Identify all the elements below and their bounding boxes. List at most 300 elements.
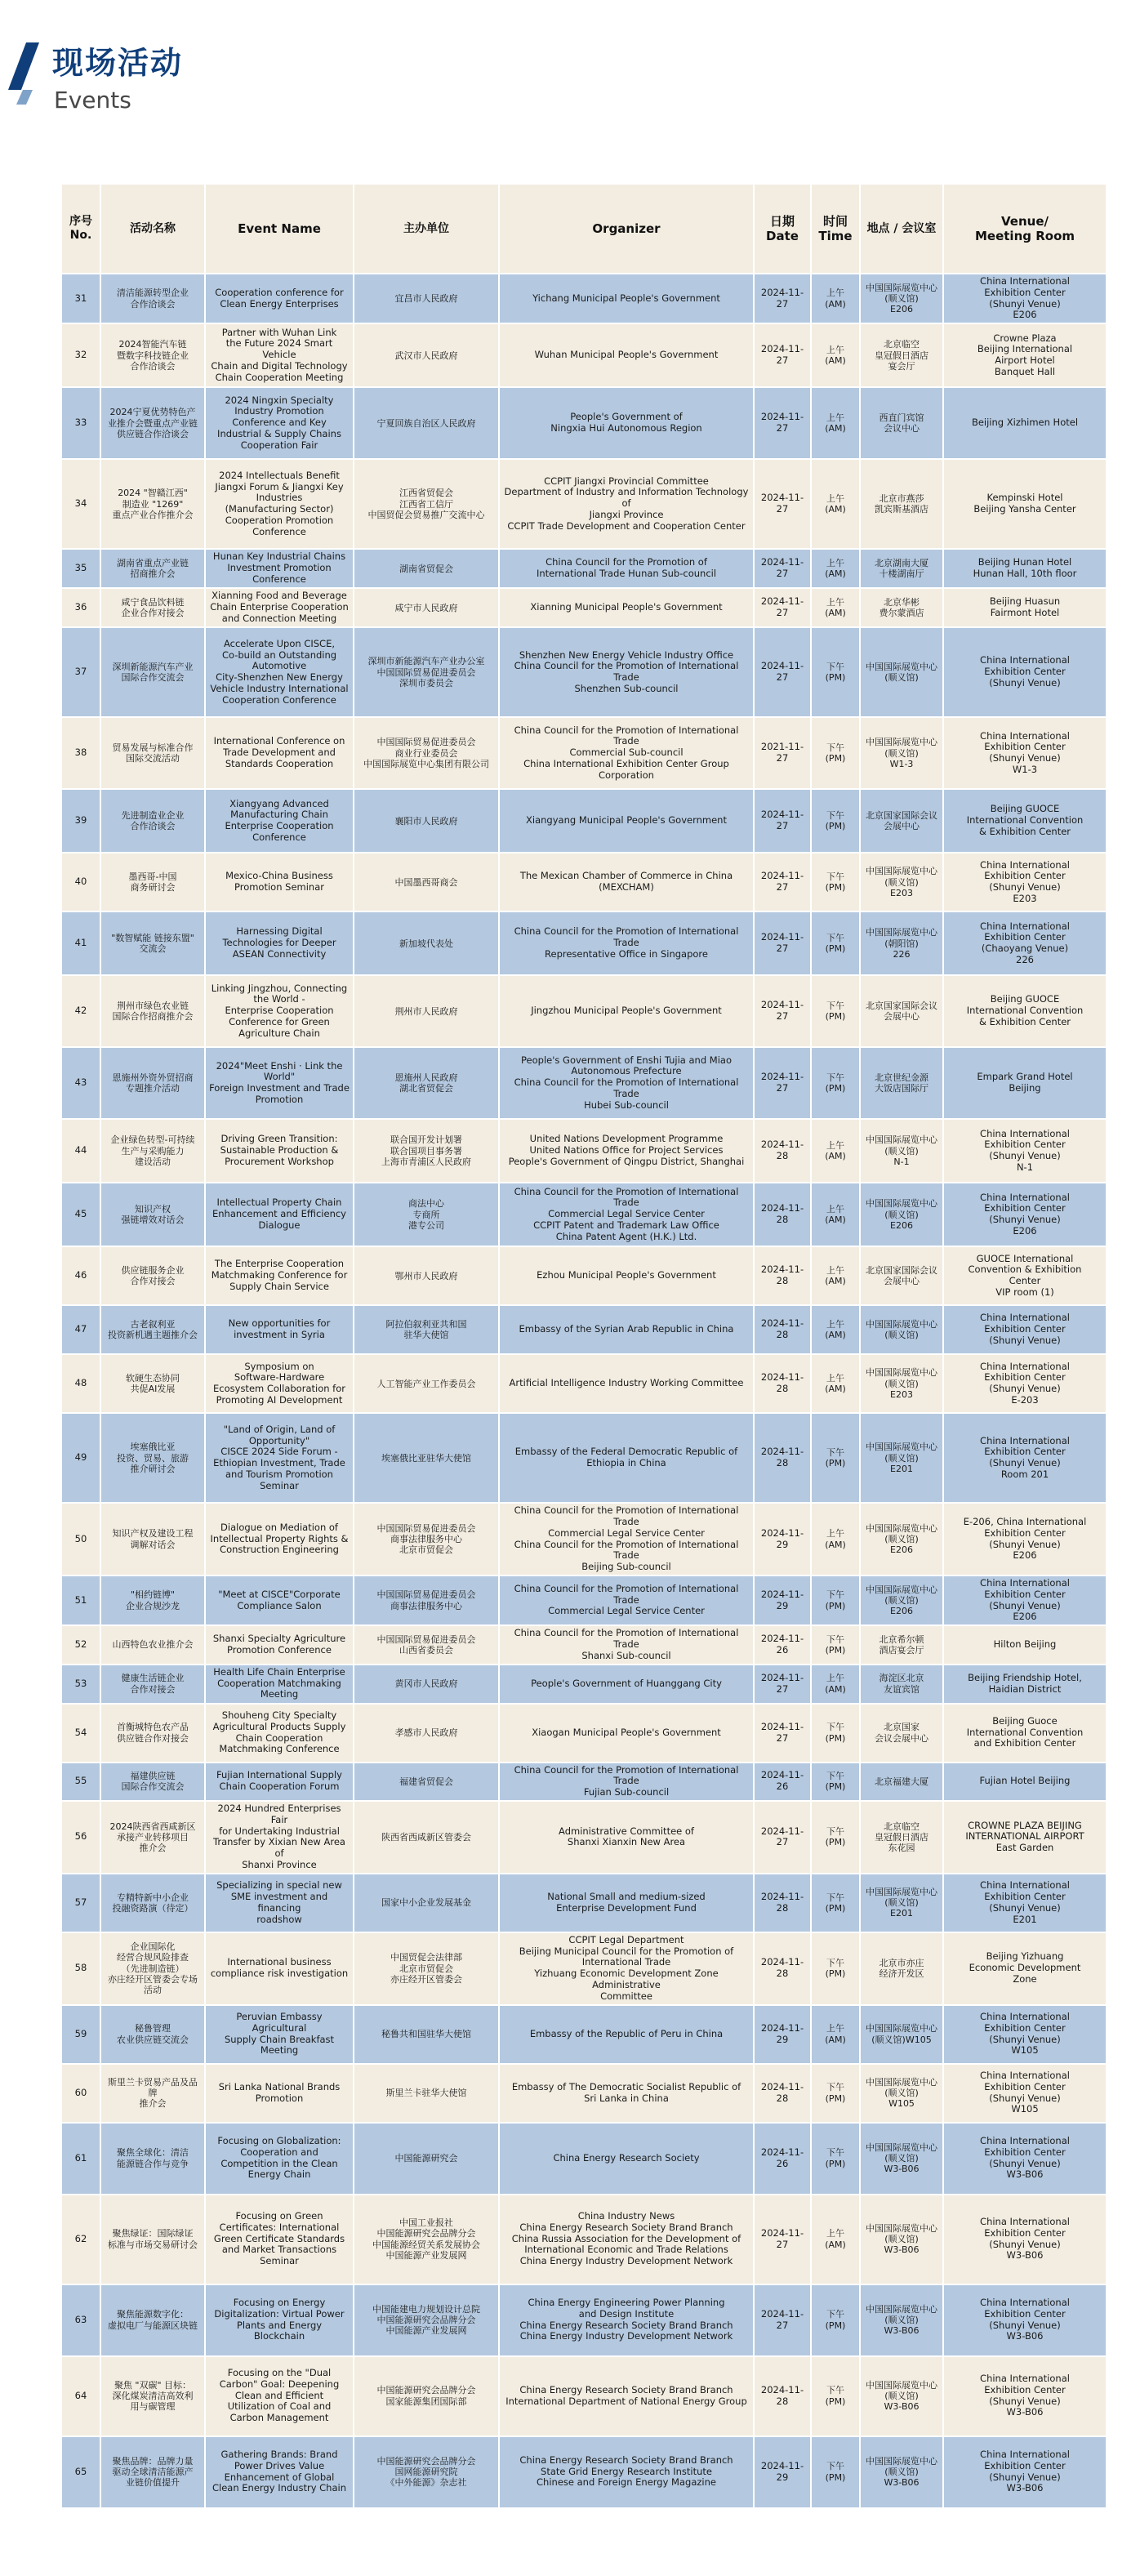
page-title-zh: 现场活动 <box>52 45 184 81</box>
cell-date: 2024-11-28 <box>754 2356 811 2436</box>
table-row <box>61 1047 1107 1119</box>
table-row <box>61 274 1107 323</box>
cell-event-name: Symposium on Software-Hardware Ecosystem Collaboration for Promoting AI Development <box>205 1354 354 1413</box>
cell-no: 51 <box>61 1575 100 1625</box>
cell-venue-zh: 北京世纪金源 大饭店国际厅 <box>860 1047 943 1119</box>
cell-event-name: Driving Green Transition: Sustainable Production & Procurement Workshop <box>205 1119 354 1183</box>
cell-no: 31 <box>61 274 100 323</box>
col-header-event-name <box>205 184 354 274</box>
table-row <box>61 2005 1107 2064</box>
cell-venue-en: China International Exhibition Center (Shunyi Venue) Room 201 <box>943 1413 1107 1503</box>
cell-organizer: Wuhan Municipal People's Government <box>499 323 754 387</box>
cell-host-zh: 荆州市人民政府 <box>354 975 499 1047</box>
cell-organizer: China Industry News China Energy Research Society Brand Branch China Russia Association for the Development of International Economic and Trade Relations China Energy Industry Development Network <box>499 2195 754 2284</box>
cell-event-name: Focusing on Energy Digitalization: Virtual Power Plants and Energy Blockchain <box>205 2284 354 2356</box>
table-row <box>61 1874 1107 1932</box>
cell-date: 2024-11-28 <box>754 1354 811 1413</box>
cell-time: 上午 (AM) <box>811 274 860 323</box>
cell-date: 2021-11-27 <box>754 717 811 789</box>
cell-date: 2024-11-28 <box>754 1305 811 1354</box>
cell-no: 62 <box>61 2195 100 2284</box>
cell-no: 64 <box>61 2356 100 2436</box>
cell-event-name: Partner with Wuhan Link the Future 2024 Smart Vehicle Chain and Digital Technology Chain Cooperation Meeting <box>205 323 354 387</box>
cell-time: 下午 (PM) <box>811 1874 860 1932</box>
cell-no: 32 <box>61 323 100 387</box>
cell-venue-en: China International Exhibition Center (Shunyi Venue) W105 <box>943 2064 1107 2123</box>
cell-organizer: CCPIT Jiangxi Provincial Committee Department of Industry and Information Technology of Jiangxi Province CCPIT Trade Development and Cooperation Center <box>499 459 754 549</box>
cell-host-zh: 武汉市人民政府 <box>354 323 499 387</box>
cell-time: 上午 (AM) <box>811 1503 860 1575</box>
cell-venue-en: E-206, China International Exhibition Center (Shunyi Venue) E206 <box>943 1503 1107 1575</box>
cell-date: 2024-11-27 <box>754 588 811 627</box>
cell-host-zh: 人工智能产业工作委员会 <box>354 1354 499 1413</box>
cell-venue-zh: 北京国家国际会议 会展中心 <box>860 789 943 853</box>
cell-host-zh: 中国能源研究会品牌分会 国家能源集团国际部 <box>354 2356 499 2436</box>
cell-event-name: 2024"Meet Enshi · Link the World" Foreign Investment and Trade Promotion <box>205 1047 354 1119</box>
col-header-time <box>811 184 860 274</box>
cell-venue-zh: 北京临空 皇冠假日酒店 宴会厅 <box>860 323 943 387</box>
cell-name-zh: 软硬生态协同 共促AI发展 <box>100 1354 205 1413</box>
cell-event-name: "Meet at CISCE"Corporate Compliance Salon <box>205 1575 354 1625</box>
table-row <box>61 459 1107 549</box>
cell-time: 上午 (AM) <box>811 1305 860 1354</box>
col-header-text: 时间 Time <box>818 214 853 243</box>
cell-date: 2024-11-28 <box>754 1932 811 2005</box>
cell-event-name: Sri Lanka National Brands Promotion <box>205 2064 354 2123</box>
cell-time: 下午 (PM) <box>811 2284 860 2356</box>
cell-time: 下午 (PM) <box>811 975 860 1047</box>
cell-venue-zh: 中国国际展览中心 (顺义馆) E206 <box>860 1575 943 1625</box>
cell-event-name: Hunan Key Industrial Chains Investment Promotion Conference <box>205 549 354 588</box>
cell-event-name: Focusing on Globalization: Cooperation and Competition in the Clean Energy Chain <box>205 2123 354 2195</box>
cell-venue-zh: 中国国际展览中心 (顺义馆) <box>860 627 943 717</box>
cell-no: 57 <box>61 1874 100 1932</box>
cell-name-zh: 恩施州外资外贸招商 专题推介活动 <box>100 1047 205 1119</box>
cell-venue-en: Beijing Guoce International Convention and Exhibition Center <box>943 1704 1107 1763</box>
cell-venue-en: China International Exhibition Center (Shunyi Venue) E206 <box>943 274 1107 323</box>
cell-time: 下午 (PM) <box>811 627 860 717</box>
cell-organizer: China Council for the Promotion of International Trade Commercial Legal Service Center China Council for the Promotion of International Trade Beijing Sub-council <box>499 1503 754 1575</box>
table-row <box>61 2064 1107 2123</box>
cell-no: 56 <box>61 1801 100 1874</box>
cell-venue-zh: 北京临空 皇冠假日酒店 东花园 <box>860 1801 943 1874</box>
cell-organizer: China Council for the Promotion of International Trade Fujian Sub-council <box>499 1763 754 1801</box>
cell-time: 上午 (AM) <box>811 1119 860 1183</box>
table-row <box>61 1665 1107 1704</box>
cell-no: 65 <box>61 2436 100 2508</box>
cell-date: 2024-11-26 <box>754 1625 811 1664</box>
cell-no: 48 <box>61 1354 100 1413</box>
cell-event-name: Specializing in special new SME investment and financing roadshow <box>205 1874 354 1932</box>
cell-event-name: Shouheng City Specialty Agricultural Products Supply Chain Cooperation Matchmaking Conference <box>205 1704 354 1763</box>
cell-event-name: Focusing on the "Dual Carbon" Goal: Deepening Clean and Efficient Utilization of Coal and Carbon Management <box>205 2356 354 2436</box>
cell-name-zh: 先进制造业企业 合作洽谈会 <box>100 789 205 853</box>
cell-time: 下午 (PM) <box>811 853 860 911</box>
cell-no: 47 <box>61 1305 100 1354</box>
cell-host-zh: 中国能源研究会 <box>354 2123 499 2195</box>
cell-organizer: Jingzhou Municipal People's Government <box>499 975 754 1047</box>
cell-name-zh: 2024 "智赣江西" 制造业 "1269" 重点产业合作推介会 <box>100 459 205 549</box>
cell-time: 上午 (AM) <box>811 1665 860 1704</box>
cell-host-zh: 中国国际贸易促进委员会 商事法律服务中心 <box>354 1575 499 1625</box>
cell-host-zh: 国家中小企业发展基金 <box>354 1874 499 1932</box>
cell-time: 上午 (AM) <box>811 387 860 459</box>
cell-venue-en: CROWNE PLAZA BEIJING INTERNATIONAL AIRPORT East Garden <box>943 1801 1107 1874</box>
cell-date: 2024-11-27 <box>754 1704 811 1763</box>
table-row <box>61 1246 1107 1305</box>
cell-venue-zh: 北京国家国际会议 会展中心 <box>860 1246 943 1305</box>
table-row <box>61 1625 1107 1664</box>
cell-event-name: Dialogue on Mediation of Intellectual Property Rights & Construction Engineering <box>205 1503 354 1575</box>
cell-name-zh: 山西特色农业推介会 <box>100 1625 205 1664</box>
cell-date: 2024-11-28 <box>754 1246 811 1305</box>
cell-date: 2024-11-27 <box>754 975 811 1047</box>
cell-name-zh: 湖南省重点产业链 招商推介会 <box>100 549 205 588</box>
cell-organizer: Xiangyang Municipal People's Government <box>499 789 754 853</box>
cell-venue-zh: 北京市亦庄 经济开发区 <box>860 1932 943 2005</box>
cell-time: 下午 (PM) <box>811 1047 860 1119</box>
cell-venue-zh: 中国国际展览中心 (顺义馆) W3-B06 <box>860 2123 943 2195</box>
table-row <box>61 1354 1107 1413</box>
cell-name-zh: 知识产权 强链增效对话会 <box>100 1183 205 1246</box>
cell-name-zh: 咸宁食品饮料链 企业合作对接会 <box>100 588 205 627</box>
cell-no: 36 <box>61 588 100 627</box>
cell-event-name: Intellectual Property Chain Enhancement and Efficiency Dialogue <box>205 1183 354 1246</box>
table-row <box>61 627 1107 717</box>
table-row <box>61 2356 1107 2436</box>
cell-name-zh: 2024陕西省西咸新区 承接产业转移项目 推介会 <box>100 1801 205 1874</box>
col-header-venue-en <box>943 184 1107 274</box>
cell-name-zh: 福建供应链 国际合作交流会 <box>100 1763 205 1801</box>
cell-organizer: People's Government of Enshi Tujia and Miao Autonomous Prefecture China Council for the Promotion of International Trade Hubei Sub-council <box>499 1047 754 1119</box>
cell-name-zh: 深圳新能源汽车产业 国际合作交流会 <box>100 627 205 717</box>
cell-no: 58 <box>61 1932 100 2005</box>
cell-venue-zh: 北京湖南大厦 十楼湖南厅 <box>860 549 943 588</box>
cell-name-zh: 聚焦 "双碳" 目标： 深化煤炭清洁高效利 用与碳管理 <box>100 2356 205 2436</box>
cell-host-zh: 福建省贸促会 <box>354 1763 499 1801</box>
cell-organizer: Xianning Municipal People's Government <box>499 588 754 627</box>
cell-date: 2024-11-28 <box>754 1183 811 1246</box>
cell-time: 下午 (PM) <box>811 2436 860 2508</box>
cell-event-name: Peruvian Embassy Agricultural Supply Chain Breakfast Meeting <box>205 2005 354 2064</box>
cell-name-zh: 贸易发展与标准合作 国际交流活动 <box>100 717 205 789</box>
cell-organizer: CCPIT Legal Department Beijing Municipal Council for the Promotion of International Trade Yizhuang Economic Development Zone Administrative Committee <box>499 1932 754 2005</box>
col-header-text: Venue/ Meeting Room <box>974 214 1075 243</box>
cell-no: 45 <box>61 1183 100 1246</box>
cell-name-zh: 埃塞俄比亚 投资、贸易、旅游 推介研讨会 <box>100 1413 205 1503</box>
cell-organizer: China Energy Research Society <box>499 2123 754 2195</box>
cell-no: 49 <box>61 1413 100 1503</box>
cell-host-zh: 陕西省西咸新区管委会 <box>354 1801 499 1874</box>
cell-time: 上午 (AM) <box>811 1183 860 1246</box>
cell-event-name: Mexico-China Business Promotion Seminar <box>205 853 354 911</box>
cell-date: 2024-11-27 <box>754 1665 811 1704</box>
cell-venue-zh: 中国国际展览中心 (顺义馆) W3-B06 <box>860 2195 943 2284</box>
cell-event-name: Shanxi Specialty Agriculture Promotion Conference <box>205 1625 354 1664</box>
cell-no: 60 <box>61 2064 100 2123</box>
table-row <box>61 717 1107 789</box>
cell-time: 上午 (AM) <box>811 1354 860 1413</box>
cell-organizer: Embassy of the Federal Democratic Republic of Ethiopia in China <box>499 1413 754 1503</box>
cell-name-zh: 供应链服务企业 合作对接会 <box>100 1246 205 1305</box>
cell-date: 2024-11-27 <box>754 2195 811 2284</box>
events-table <box>60 183 1107 2509</box>
cell-time: 下午 (PM) <box>811 717 860 789</box>
cell-event-name: Focusing on Green Certificates: International Green Certificate Standards and Market Transactions Seminar <box>205 2195 354 2284</box>
cell-host-zh: 商法中心 专商所 港专公司 <box>354 1183 499 1246</box>
cell-host-zh: 联合国开发计划署 联合国项目事务署 上海市青浦区人民政府 <box>354 1119 499 1183</box>
cell-venue-en: Beijing Hunan Hotel Hunan Hall, 10th floor <box>943 549 1107 588</box>
table-row <box>61 1763 1107 1801</box>
cell-time: 上午 (AM) <box>811 1246 860 1305</box>
cell-venue-en: China International Exhibition Center (Shunyi Venue) E203 <box>943 853 1107 911</box>
cell-date: 2024-11-29 <box>754 1503 811 1575</box>
cell-event-name: New opportunities for investment in Syria <box>205 1305 354 1354</box>
cell-organizer: Xiaogan Municipal People's Government <box>499 1704 754 1763</box>
table-row <box>61 1801 1107 1874</box>
table-row <box>61 588 1107 627</box>
cell-time: 上午 (AM) <box>811 549 860 588</box>
table-row <box>61 1183 1107 1246</box>
cell-no: 54 <box>61 1704 100 1763</box>
cell-venue-en: China International Exhibition Center (Shunyi Venue) W1-3 <box>943 717 1107 789</box>
cell-no: 50 <box>61 1503 100 1575</box>
table-row <box>61 1413 1107 1503</box>
table-row <box>61 975 1107 1047</box>
table-row <box>61 1119 1107 1183</box>
cell-organizer: China Council for the Promotion of International Trade Commercial Sub-council China International Exhibition Center Group Corporation <box>499 717 754 789</box>
cell-venue-en: China International Exhibition Center (Chaoyang Venue) 226 <box>943 911 1107 975</box>
table-row <box>61 1704 1107 1763</box>
cell-time: 上午 (AM) <box>811 2005 860 2064</box>
cell-name-zh: 古老叙利亚 投资新机遇主题推介会 <box>100 1305 205 1354</box>
cell-event-name: 2024 Ningxin Specialty Industry Promotion Conference and Key Industrial & Supply Chains Cooperation Fair <box>205 387 354 459</box>
cell-organizer: China Energy Engineering Power Planning and Design Institute China Energy Research Society Brand Branch China Energy Industry Development Network <box>499 2284 754 2356</box>
cell-organizer: China Council for the Promotion of International Trade Commercial Legal Service Center CCPIT Patent and Trademark Law Office China Patent Agent (H.K.) Ltd. <box>499 1183 754 1246</box>
table-row <box>61 2436 1107 2508</box>
cell-date: 2024-11-27 <box>754 911 811 975</box>
cell-host-zh: 咸宁市人民政府 <box>354 588 499 627</box>
cell-venue-zh: 中国国际展览中心 (顺义馆) E206 <box>860 1503 943 1575</box>
cell-venue-en: China International Exhibition Center (Shunyi Venue) <box>943 627 1107 717</box>
table-row <box>61 1305 1107 1354</box>
cell-venue-en: China International Exhibition Center (Shunyi Venue) E201 <box>943 1874 1107 1932</box>
cell-venue-zh: 中国国际展览中心 (顺义馆) E206 <box>860 1183 943 1246</box>
cell-venue-en: Crowne Plaza Beijing International Airport Hotel Banquet Hall <box>943 323 1107 387</box>
cell-no: 46 <box>61 1246 100 1305</box>
col-header-name-zh <box>100 184 205 274</box>
cell-name-zh: 荆州市绿色农业链 国际合作招商推介会 <box>100 975 205 1047</box>
cell-no: 33 <box>61 387 100 459</box>
cell-time: 下午 (PM) <box>811 2064 860 2123</box>
cell-venue-en: Hilton Beijing <box>943 1625 1107 1664</box>
cell-event-name: Cooperation conference for Clean Energy Enterprises <box>205 274 354 323</box>
cell-host-zh: 中国国际贸易促进委员会 商业行业委员会 中国国际展览中心集团有限公司 <box>354 717 499 789</box>
cell-venue-zh: 海淀区北京 友谊宾馆 <box>860 1665 943 1704</box>
cell-name-zh: "数智赋能 链接东盟" 交流会 <box>100 911 205 975</box>
cell-venue-en: Fujian Hotel Beijing <box>943 1763 1107 1801</box>
table-row <box>61 387 1107 459</box>
cell-organizer: China Council for the Promotion of International Trade Shanxi Sub-council <box>499 1625 754 1664</box>
table-body <box>61 274 1107 2508</box>
cell-date: 2024-11-27 <box>754 549 811 588</box>
cell-organizer: China Energy Research Society Brand Branch International Department of National Energy Group <box>499 2356 754 2436</box>
cell-name-zh: 斯里兰卡贸易产品及品牌 推介会 <box>100 2064 205 2123</box>
col-header-no <box>61 184 100 274</box>
cell-name-zh: 秘鲁管理 农业供应链交流会 <box>100 2005 205 2064</box>
cell-time: 下午 (PM) <box>811 1801 860 1874</box>
cell-venue-zh: 中国国际展览中心 (顺义馆) W1-3 <box>860 717 943 789</box>
cell-venue-en: Beijing Friendship Hotel, Haidian District <box>943 1665 1107 1704</box>
cell-venue-en: China International Exhibition Center (Shunyi Venue) E-203 <box>943 1354 1107 1413</box>
cell-name-zh: 健康生活链企业 合作对接会 <box>100 1665 205 1704</box>
cell-no: 41 <box>61 911 100 975</box>
cell-organizer: Embassy of the Syrian Arab Republic in China <box>499 1305 754 1354</box>
cell-venue-en: Beijing GUOCE International Convention & Exhibition Center <box>943 789 1107 853</box>
cell-name-zh: 聚焦品牌：品牌力量 驱动全球清洁能源产 业链价值提升 <box>100 2436 205 2508</box>
cell-date: 2024-11-29 <box>754 2436 811 2508</box>
cell-host-zh: 湖南省贸促会 <box>354 549 499 588</box>
cell-venue-zh: 中国国际展览中心 (顺义馆) E203 <box>860 853 943 911</box>
cell-date: 2024-11-29 <box>754 1575 811 1625</box>
cell-time: 下午 (PM) <box>811 1932 860 2005</box>
table-row <box>61 323 1107 387</box>
cell-venue-en: China International Exhibition Center (Shunyi Venue) N-1 <box>943 1119 1107 1183</box>
cell-host-zh: 中国能建电力规划设计总院 中国能源研究会品牌分会 中国能源产业发展网 <box>354 2284 499 2356</box>
cell-venue-zh: 中国国际展览中心 (顺义馆) W105 <box>860 2064 943 2123</box>
cell-event-name: 2024 Intellectuals Benefit Jiangxi Forum & Jiangxi Key Industries (Manufacturing Sector) Cooperation Promotion Conference <box>205 459 354 549</box>
cell-host-zh: 中国工业报社 中国能源研究会品牌分会 中国能源经贸关系发展协会 中国能源产业发展网 <box>354 2195 499 2284</box>
cell-venue-zh: 中国国际展览中心 (顺义馆) <box>860 1305 943 1354</box>
cell-no: 35 <box>61 549 100 588</box>
cell-date: 2024-11-27 <box>754 627 811 717</box>
cell-time: 上午 (AM) <box>811 459 860 549</box>
cell-event-name: International business compliance risk investigation <box>205 1932 354 2005</box>
cell-venue-en: Beijing GUOCE International Convention & Exhibition Center <box>943 975 1107 1047</box>
cell-host-zh: 恩施州人民政府 湖北省贸促会 <box>354 1047 499 1119</box>
cell-venue-zh: 西直门宾馆 会议中心 <box>860 387 943 459</box>
cell-organizer: Ezhou Municipal People's Government <box>499 1246 754 1305</box>
cell-organizer: National Small and medium-sized Enterprise Development Fund <box>499 1874 754 1932</box>
cell-organizer: People's Government of Huanggang City <box>499 1665 754 1704</box>
cell-event-name: Harnessing Digital Technologies for Deeper ASEAN Connectivity <box>205 911 354 975</box>
cell-venue-zh: 中国国际展览中心 (顺义馆) E206 <box>860 274 943 323</box>
cell-name-zh: 墨西哥-中国 商务研讨会 <box>100 853 205 911</box>
cell-venue-zh: 北京福建大厦 <box>860 1763 943 1801</box>
cell-host-zh: 鄂州市人民政府 <box>354 1246 499 1305</box>
cell-venue-en: China International Exhibition Center (Shunyi Venue) W3-B06 <box>943 2195 1107 2284</box>
cell-venue-zh: 中国国际展览中心 (顺义馆) E201 <box>860 1413 943 1503</box>
cell-organizer: China Council for the Promotion of International Trade Commercial Legal Service Center <box>499 1575 754 1625</box>
table-row <box>61 789 1107 853</box>
cell-organizer: Shenzhen New Energy Vehicle Industry Office China Council for the Promotion of International Trade Shenzhen Sub-council <box>499 627 754 717</box>
cell-date: 2024-11-27 <box>754 853 811 911</box>
cell-organizer: Artificial Intelligence Industry Working Committee <box>499 1354 754 1413</box>
cell-date: 2024-11-27 <box>754 274 811 323</box>
col-header-text: 活动名称 <box>130 221 176 235</box>
col-header-text: 序号 No. <box>69 215 92 242</box>
cell-date: 2024-11-27 <box>754 1801 811 1874</box>
cell-host-zh: 中国墨西哥商会 <box>354 853 499 911</box>
table-row <box>61 2195 1107 2284</box>
cell-time: 下午 (PM) <box>811 1575 860 1625</box>
page-title-en: Events <box>54 87 131 114</box>
table-row <box>61 911 1107 975</box>
col-header-text: 日期 Date <box>766 214 799 243</box>
table-row <box>61 853 1107 911</box>
table-row <box>61 1503 1107 1575</box>
cell-name-zh: 企业国际化 经营合规风险排查 （先进制造链） 亦庄经开区管委会专场活动 <box>100 1932 205 2005</box>
table-row <box>61 549 1107 588</box>
cell-host-zh: 中国国际贸易促进委员会 商事法律服务中心 北京市贸促会 <box>354 1503 499 1575</box>
cell-no: 44 <box>61 1119 100 1183</box>
cell-no: 52 <box>61 1625 100 1664</box>
cell-date: 2024-11-27 <box>754 387 811 459</box>
cell-host-zh: 中国贸促会法律部 北京市贸促会 亦庄经开区管委会 <box>354 1932 499 2005</box>
cell-venue-zh: 北京国家 会议会展中心 <box>860 1704 943 1763</box>
cell-event-name: Gathering Brands: Brand Power Drives Value Enhancement of Global Clean Energy Industry Chain <box>205 2436 354 2508</box>
cell-date: 2024-11-28 <box>754 1413 811 1503</box>
cell-venue-zh: 中国国际展览中心 (朝阳馆) 226 <box>860 911 943 975</box>
cell-name-zh: 2024宁夏优势特色产 业推介会暨重点产业链 供应链合作洽谈会 <box>100 387 205 459</box>
cell-organizer: Administrative Committee of Shanxi Xianxin New Area <box>499 1801 754 1874</box>
cell-organizer: Yichang Municipal People's Government <box>499 274 754 323</box>
cell-event-name: International Conference on Trade Development and Standards Cooperation <box>205 717 354 789</box>
cell-name-zh: 首衡城特色农产品 供应链合作对接会 <box>100 1704 205 1763</box>
cell-organizer: China Council for the Promotion of International Trade Representative Office in Singapore <box>499 911 754 975</box>
cell-date: 2024-11-27 <box>754 789 811 853</box>
cell-host-zh: 江西省贸促会 江西省工信厅 中国贸促会贸易推广交流中心 <box>354 459 499 549</box>
cell-no: 38 <box>61 717 100 789</box>
cell-venue-en: China International Exhibition Center (Shunyi Venue) <box>943 1305 1107 1354</box>
cell-event-name: Xianning Food and Beverage Chain Enterprise Cooperation and Connection Meeting <box>205 588 354 627</box>
table-header-row <box>61 184 1107 274</box>
cell-event-name: Accelerate Upon CISCE, Co-build an Outstanding Automotive City-Shenzhen New Energy Vehicle Industry International Cooperation Conference <box>205 627 354 717</box>
cell-venue-en: China International Exhibition Center (Shunyi Venue) W3-B06 <box>943 2123 1107 2195</box>
cell-host-zh: 深圳市新能源汽车产业办公室 中国国际贸易促进委员会 深圳市委员会 <box>354 627 499 717</box>
cell-date: 2024-11-28 <box>754 1874 811 1932</box>
cell-no: 42 <box>61 975 100 1047</box>
cell-time: 上午 (AM) <box>811 588 860 627</box>
cell-event-name: "Land of Origin, Land of Opportunity" CISCE 2024 Side Forum - Ethiopian Investment, Trade and Tourism Promotion Seminar <box>205 1413 354 1503</box>
cell-venue-en: Empark Grand Hotel Beijing <box>943 1047 1107 1119</box>
cell-time: 下午 (PM) <box>811 1413 860 1503</box>
cell-venue-en: China International Exhibition Center (Shunyi Venue) E206 <box>943 1575 1107 1625</box>
cell-time: 上午 (AM) <box>811 323 860 387</box>
page-header <box>8 36 580 126</box>
cell-host-zh: 斯里兰卡驻华大使馆 <box>354 2064 499 2123</box>
cell-venue-en: China International Exhibition Center (Shunyi Venue) E206 <box>943 1183 1107 1246</box>
cell-date: 2024-11-29 <box>754 2005 811 2064</box>
cell-name-zh: 知识产权及建设工程 调解对话会 <box>100 1503 205 1575</box>
cell-venue-zh: 北京国家国际会议 会展中心 <box>860 975 943 1047</box>
cell-venue-en: Beijing Huasun Fairmont Hotel <box>943 588 1107 627</box>
events-table-container <box>60 183 1106 2509</box>
cell-no: 63 <box>61 2284 100 2356</box>
cell-no: 39 <box>61 789 100 853</box>
cell-venue-zh: 中国国际展览中心 (顺义馆) E203 <box>860 1354 943 1413</box>
cell-host-zh: 黄冈市人民政府 <box>354 1665 499 1704</box>
cell-time: 下午 (PM) <box>811 789 860 853</box>
cell-host-zh: 孝感市人民政府 <box>354 1704 499 1763</box>
cell-name-zh: 聚焦能源数字化： 虚拟电厂与能源区块链 <box>100 2284 205 2356</box>
cell-venue-zh: 中国国际展览中心 (顺义馆)W105 <box>860 2005 943 2064</box>
cell-venue-en: China International Exhibition Center (Shunyi Venue) W3-B06 <box>943 2436 1107 2508</box>
cell-no: 61 <box>61 2123 100 2195</box>
cell-organizer: China Energy Research Society Brand Branch State Grid Energy Research Institute Chinese and Foreign Energy Magazine <box>499 2436 754 2508</box>
cell-time: 下午 (PM) <box>811 2123 860 2195</box>
cell-organizer: Embassy of the Republic of Peru in China <box>499 2005 754 2064</box>
